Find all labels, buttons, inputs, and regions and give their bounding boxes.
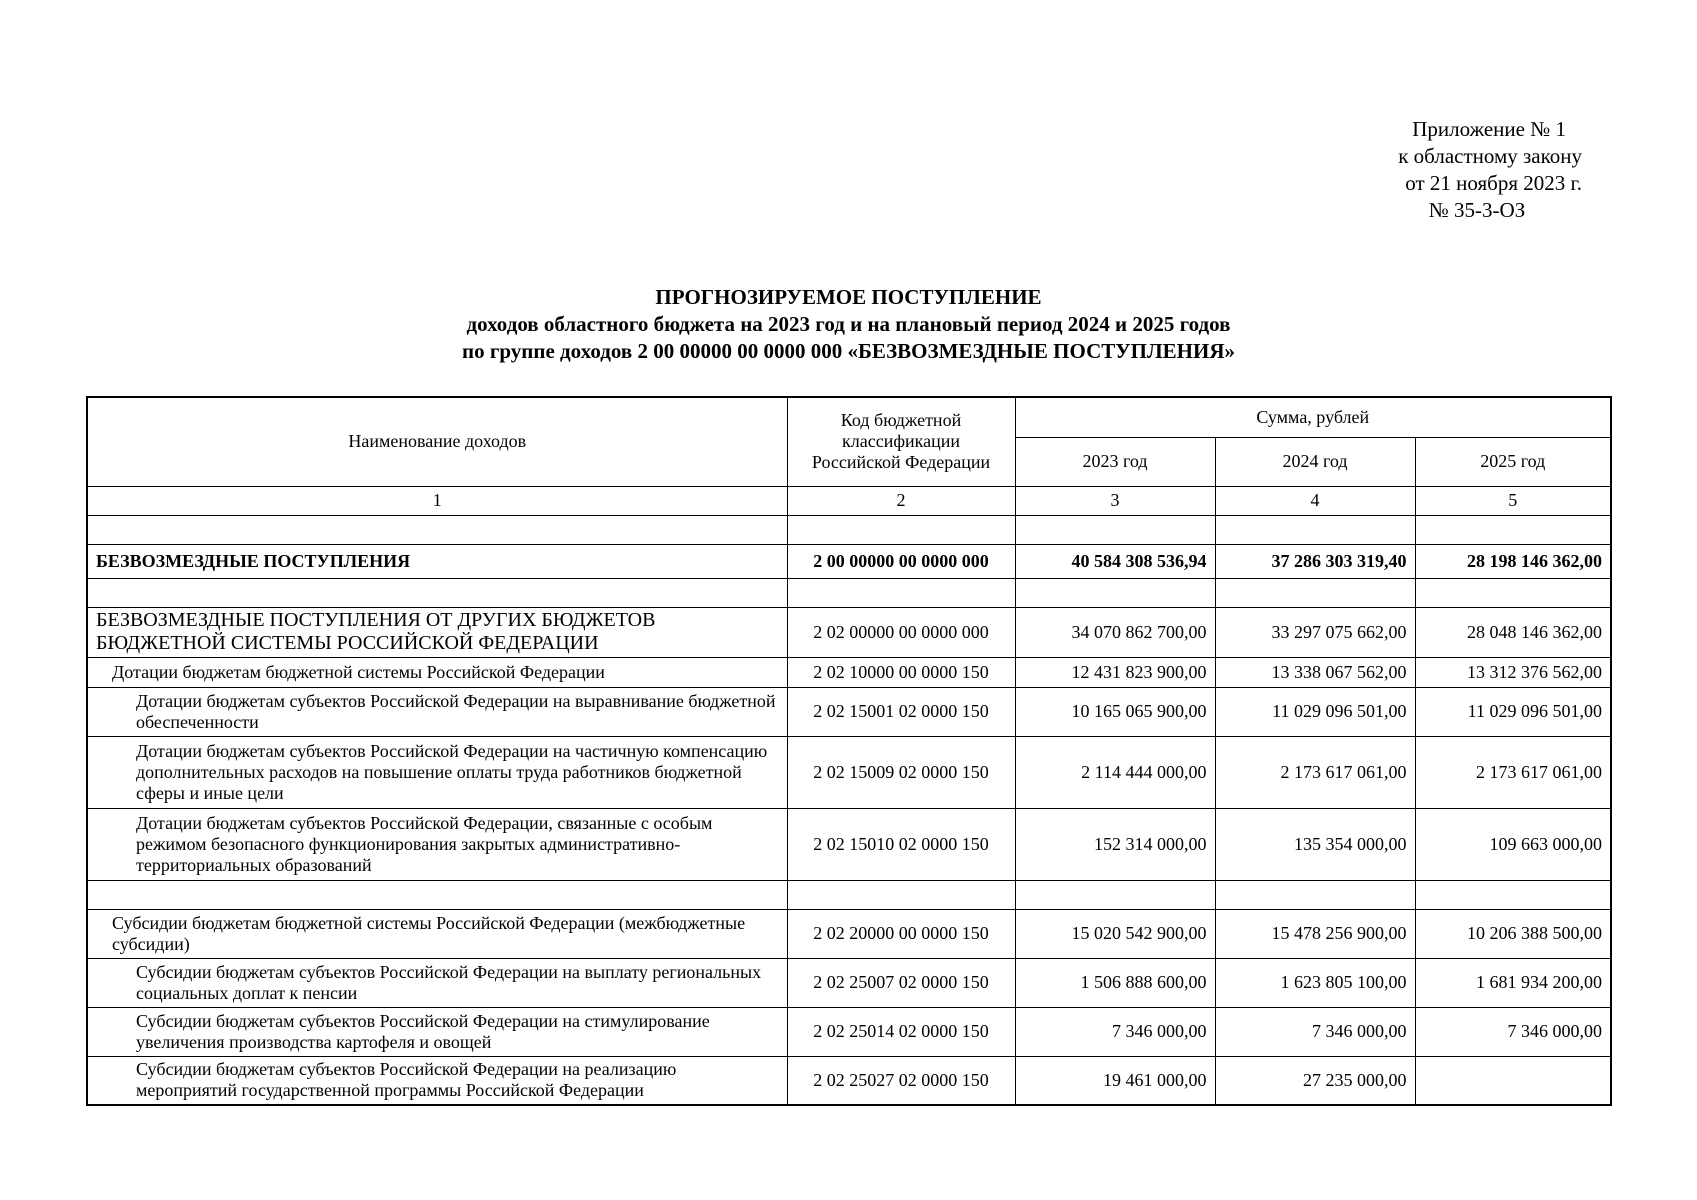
row-code: 2 02 15001 02 0000 150 [787, 687, 1015, 736]
header-code: Код бюджетной классификации Российской Федерации [787, 397, 1015, 486]
row-amount-2024: 33 297 075 662,00 [1215, 607, 1415, 657]
row-amount-2023: 7 346 000,00 [1015, 1007, 1215, 1056]
row-amount-2024: 7 346 000,00 [1215, 1007, 1415, 1056]
table-row [87, 687, 1611, 736]
row-amount-2023: 1 506 888 600,00 [1015, 958, 1215, 1007]
row-code: 2 02 15010 02 0000 150 [787, 808, 1015, 880]
row-code: 2 02 25027 02 0000 150 [787, 1056, 1015, 1105]
appendix-line-4: № 35-3-ОЗ [1428, 198, 1526, 222]
row-code: 2 02 10000 00 0000 150 [787, 657, 1015, 687]
row-name: БЕЗВОЗМЕЗДНЫЕ ПОСТУПЛЕНИЯ ОТ ДРУГИХ БЮДЖЕТОВ БЮДЖЕТНОЙ СИСТЕМЫ РОССИЙСКОЙ ФЕДЕРАЦИИ [87, 607, 787, 657]
column-numbers-row [87, 486, 1611, 515]
row-amount-2024: 13 338 067 562,00 [1215, 657, 1415, 687]
row-name: Дотации бюджетам субъектов Российской Федерации на выравнивание бюджетной обеспеченности [87, 687, 787, 736]
row-amount-2024: 135 354 000,00 [1215, 808, 1415, 880]
table-row [87, 657, 1611, 687]
column-number: 4 [1215, 486, 1415, 515]
row-amount-2025: 7 346 000,00 [1415, 1007, 1611, 1056]
row-code: 2 02 25014 02 0000 150 [787, 1007, 1015, 1056]
row-amount-2025: 28 048 146 362,00 [1415, 607, 1611, 657]
table-row [87, 607, 1611, 657]
row-code: 2 02 20000 00 0000 150 [787, 909, 1015, 958]
row-name: Субсидии бюджетам субъектов Российской Федерации на стимулирование увеличения производства картофеля и овощей [87, 1007, 787, 1056]
row-name: Дотации бюджетам субъектов Российской Федерации, связанные с особым режимом безопасного функционирования закрытых административно-территориальных образований [87, 808, 787, 880]
row-code: 2 02 00000 00 0000 000 [787, 607, 1015, 657]
row-amount-2023: 34 070 862 700,00 [1015, 607, 1215, 657]
row-name: БЕЗВОЗМЕЗДНЫЕ ПОСТУПЛЕНИЯ [87, 544, 787, 578]
row-amount-2024: 11 029 096 501,00 [1215, 687, 1415, 736]
column-number: 5 [1415, 486, 1611, 515]
row-amount-2025: 1 681 934 200,00 [1415, 958, 1611, 1007]
appendix-line-3: от 21 ноября 2023 г. [1405, 171, 1582, 195]
row-code: 2 00 00000 00 0000 000 [787, 544, 1015, 578]
table-row [87, 958, 1611, 1007]
appendix-line-1: Приложение № 1 [1412, 117, 1566, 141]
row-name: Дотации бюджетам бюджетной системы Российской Федерации [87, 657, 787, 687]
header-name: Наименование доходов [87, 397, 787, 486]
header-year-2024: 2024 год [1215, 437, 1415, 486]
row-amount-2024: 15 478 256 900,00 [1215, 909, 1415, 958]
table-row [87, 544, 1611, 578]
row-amount-2024: 1 623 805 100,00 [1215, 958, 1415, 1007]
row-amount-2023: 10 165 065 900,00 [1015, 687, 1215, 736]
header-year-2023: 2023 год [1015, 437, 1215, 486]
table-row [87, 736, 1611, 808]
row-name: Субсидии бюджетам субъектов Российской Федерации на выплату региональных социальных доплат к пенсии [87, 958, 787, 1007]
row-amount-2025: 13 312 376 562,00 [1415, 657, 1611, 687]
row-amount-2025: 10 206 388 500,00 [1415, 909, 1611, 958]
header-sum: Сумма, рублей [1015, 397, 1611, 437]
row-amount-2023: 19 461 000,00 [1015, 1056, 1215, 1105]
spacer-row [87, 515, 1611, 544]
row-amount-2023: 15 020 542 900,00 [1015, 909, 1215, 958]
title-line-2: доходов областного бюджета на 2023 год и на плановый период 2024 и 2025 годов [466, 312, 1231, 336]
row-amount-2024: 37 286 303 319,40 [1215, 544, 1415, 578]
row-code: 2 02 25007 02 0000 150 [787, 958, 1015, 1007]
row-code: 2 02 15009 02 0000 150 [787, 736, 1015, 808]
revenue-table [86, 396, 1612, 1106]
table-row [87, 808, 1611, 880]
row-amount-2023: 2 114 444 000,00 [1015, 736, 1215, 808]
row-amount-2025 [1415, 1056, 1611, 1105]
title-line-3: по группе доходов 2 00 00000 00 0000 000 «БЕЗВОЗМЕЗДНЫЕ ПОСТУПЛЕНИЯ» [462, 339, 1235, 363]
spacer-row [87, 578, 1611, 607]
row-amount-2025: 2 173 617 061,00 [1415, 736, 1611, 808]
title-line-1: ПРОГНОЗИРУЕМОЕ ПОСТУПЛЕНИЕ [655, 285, 1042, 309]
column-number: 3 [1015, 486, 1215, 515]
row-name: Субсидии бюджетам бюджетной системы Российской Федерации (межбюджетные субсидии) [87, 909, 787, 958]
row-amount-2023: 12 431 823 900,00 [1015, 657, 1215, 687]
row-amount-2025: 11 029 096 501,00 [1415, 687, 1611, 736]
document-title [0, 284, 1697, 365]
table-row [87, 909, 1611, 958]
column-number: 2 [787, 486, 1015, 515]
row-name: Дотации бюджетам субъектов Российской Федерации на частичную компенсацию дополнительных расходов на повышение оплаты труда работников бюджетной сферы и иные цели [87, 736, 787, 808]
appendix-line-2: к областному закону [1398, 144, 1582, 168]
table-row [87, 1007, 1611, 1056]
row-amount-2024: 2 173 617 061,00 [1215, 736, 1415, 808]
column-number: 1 [87, 486, 787, 515]
row-amount-2024: 27 235 000,00 [1215, 1056, 1415, 1105]
row-amount-2023: 152 314 000,00 [1015, 808, 1215, 880]
row-amount-2023: 40 584 308 536,94 [1015, 544, 1215, 578]
row-amount-2025: 28 198 146 362,00 [1415, 544, 1611, 578]
table-row [87, 1056, 1611, 1105]
header-year-2025: 2025 год [1415, 437, 1611, 486]
row-name: Субсидии бюджетам субъектов Российской Федерации на реализацию мероприятий государственной программы Российской Федерации [87, 1056, 787, 1105]
appendix-note [1342, 116, 1582, 224]
row-amount-2025: 109 663 000,00 [1415, 808, 1611, 880]
spacer-row [87, 880, 1611, 909]
